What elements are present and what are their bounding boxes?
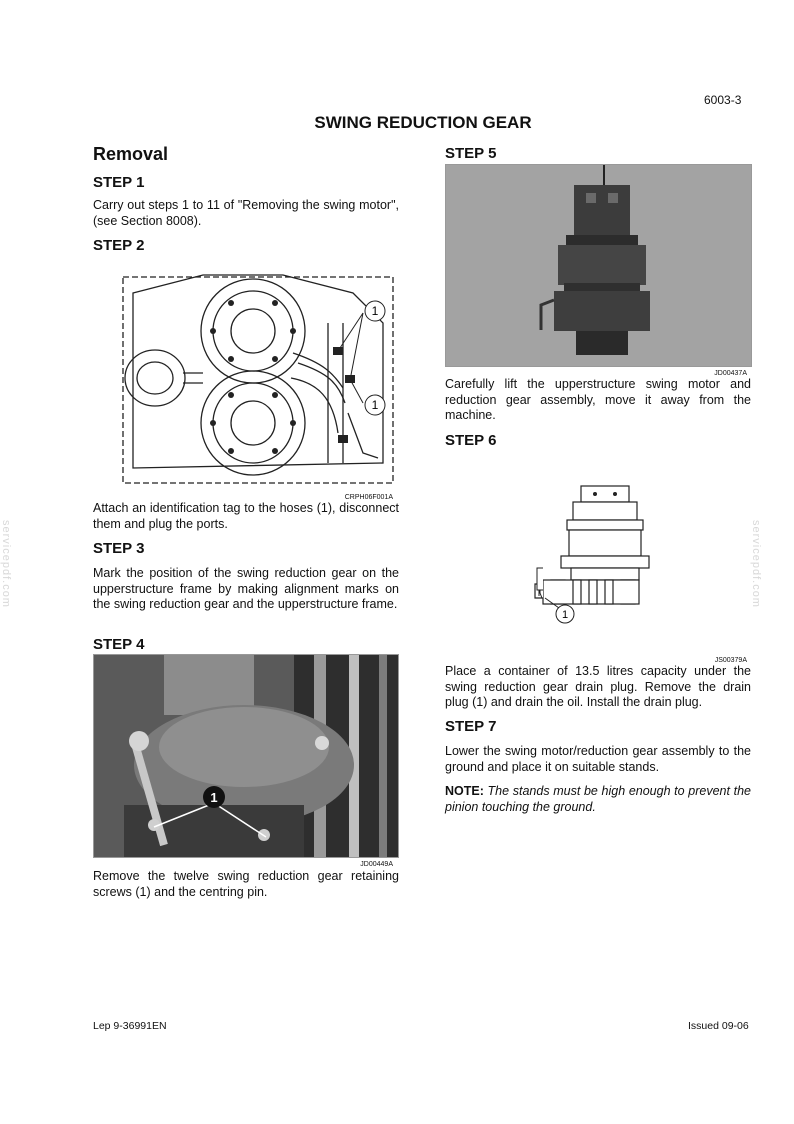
step4-photo: [93, 654, 399, 858]
step3-heading: STEP 3: [93, 540, 145, 557]
footer-document-code: Lep 9-36991EN: [93, 1020, 167, 1032]
lifted-swing-motor-photo: [446, 165, 751, 366]
step6-figure-code: JS00379A: [714, 657, 747, 664]
step2-callout-top: 1: [371, 304, 379, 318]
footer-issue-date: Issued 09-06: [688, 1020, 749, 1032]
page-number: 6003-3: [704, 93, 742, 107]
step5-photo: [445, 164, 752, 367]
step2-heading: STEP 2: [93, 237, 145, 254]
step6-figure: [445, 480, 751, 655]
drain-plug-drawing: [445, 480, 751, 655]
step2-callout-bottom: 1: [371, 398, 379, 412]
page-title: SWING REDUCTION GEAR: [314, 113, 532, 132]
step6-heading: STEP 6: [445, 432, 497, 449]
step4-heading: STEP 4: [93, 636, 145, 653]
step5-heading: STEP 5: [445, 145, 497, 162]
step2-figure: [93, 263, 399, 493]
step2-text: Attach an identification tag to the hoses (1), disconnect them and plug the ports.: [93, 501, 399, 531]
step4-callout: 1: [210, 790, 218, 805]
watermark-right: servicepdf.com: [750, 520, 762, 608]
step5-text: Carefully lift the upperstructure swing motor and reduction gear assembly, move it away from the machine.: [445, 377, 751, 422]
step1-text: Carry out steps 1 to 11 of "Removing the swing motor", (see Section 8008).: [93, 198, 399, 228]
note-block: [445, 784, 751, 815]
step6-callout: 1: [561, 609, 569, 621]
step5-figure-code: JD00437A: [714, 370, 747, 377]
step6-text: Place a container of 13.5 litres capacity under the swing reduction gear drain plug. Remove the drain plug (1) and drain the oil. Install the drain plug.: [445, 664, 751, 709]
step3-text: Mark the position of the swing reduction gear on the upperstructure frame by making alignment marks on the swing reduction gear and the upperstructure frame.: [93, 566, 399, 611]
step7-text: Lower the swing motor/reduction gear assembly to the ground and place it on suitable stands.: [445, 744, 751, 774]
gear-retaining-screws-photo: [94, 655, 398, 857]
step2-figure-code: CRPH06F001A: [344, 494, 393, 501]
note-label: NOTE:: [445, 784, 484, 798]
step4-text: Remove the twelve swing reduction gear retaining screws (1) and the centring pin.: [93, 869, 399, 899]
section-heading: Removal: [93, 144, 169, 164]
note-text: The stands must be high enough to prevent the pinion touching the ground.: [445, 784, 751, 814]
step4-figure-code: JD00449A: [360, 861, 393, 868]
step1-heading: STEP 1: [93, 174, 145, 191]
hose-diagram-drawing: [93, 263, 399, 493]
watermark-left: servicepdf.com: [0, 520, 12, 608]
step7-heading: STEP 7: [445, 718, 497, 735]
